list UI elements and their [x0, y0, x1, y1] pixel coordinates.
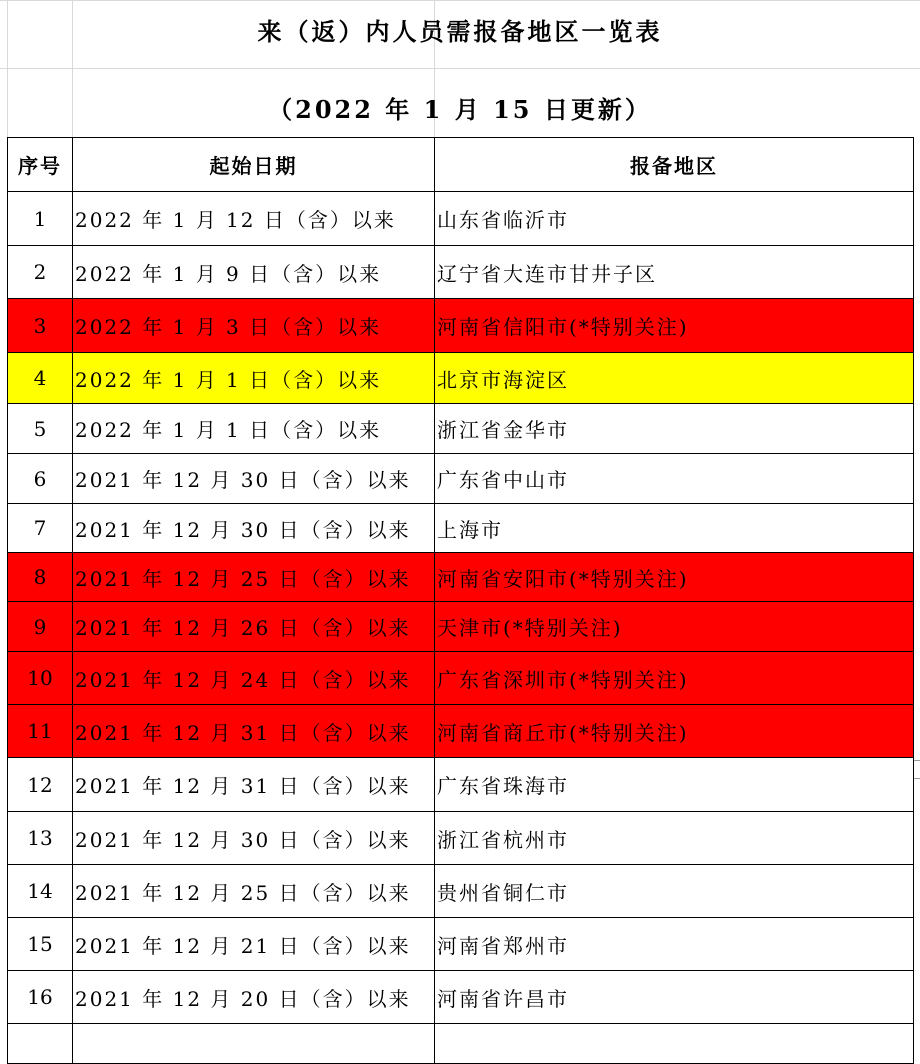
row-start-date: 2021 年 12 月 26 日（含）以来 — [73, 602, 435, 652]
row-index: 13 — [8, 812, 73, 865]
row-start-date: 2021 年 12 月 24 日（含）以来 — [73, 652, 435, 705]
row-region: 广东省深圳市(*特别关注) — [435, 652, 914, 705]
row-region: 山东省临沂市 — [435, 192, 914, 246]
row-start-date: 2022 年 1 月 1 日（含）以来 — [73, 353, 435, 404]
row-region: 河南省信阳市(*特别关注) — [435, 299, 914, 353]
page-title: 来（返）内人员需报备地区一览表 — [257, 17, 663, 46]
row-region: 广东省珠海市 — [435, 758, 914, 812]
table-row — [8, 353, 914, 404]
row-index: 7 — [8, 504, 73, 553]
row-region: 贵州省铜仁市 — [435, 865, 914, 918]
table-row — [8, 1024, 914, 1064]
row-index: 11 — [8, 705, 73, 758]
row-start-date: 2022 年 1 月 1 日（含）以来 — [73, 404, 435, 454]
divider — [914, 760, 920, 761]
header-index: 序号 — [8, 138, 73, 192]
row-region: 浙江省金华市 — [435, 404, 914, 454]
row-start-date: 2021 年 12 月 31 日（含）以来 — [73, 758, 435, 812]
table-row — [8, 865, 914, 918]
gridline — [0, 68, 920, 69]
row-region: 北京市海淀区 — [435, 353, 914, 404]
table-row — [8, 553, 914, 602]
divider — [914, 778, 920, 779]
row-start-date: 2021 年 12 月 25 日（含）以来 — [73, 553, 435, 602]
row-start-date: 2022 年 1 月 3 日（含）以来 — [73, 299, 435, 353]
table-row — [8, 454, 914, 504]
row-index: 14 — [8, 865, 73, 918]
table-row — [8, 192, 914, 246]
row-start-date: 2021 年 12 月 30 日（含）以来 — [73, 504, 435, 553]
table-row — [8, 504, 914, 553]
table-row — [8, 971, 914, 1024]
row-start-date: 2021 年 12 月 25 日（含）以来 — [73, 865, 435, 918]
row-start-date: 2021 年 12 月 30 日（含）以来 — [73, 812, 435, 865]
table-row — [8, 652, 914, 705]
row-region: 天津市(*特别关注) — [435, 602, 914, 652]
row-region: 河南省商丘市(*特别关注) — [435, 705, 914, 758]
row-region: 辽宁省大连市甘井子区 — [435, 246, 914, 299]
row-index: 4 — [8, 353, 73, 404]
table-row — [8, 758, 914, 812]
table-row — [8, 246, 914, 299]
row-start-date: 2022 年 1 月 9 日（含）以来 — [73, 246, 435, 299]
row-index: 3 — [8, 299, 73, 353]
row-index: 12 — [8, 758, 73, 812]
row-index: 9 — [8, 602, 73, 652]
row-region: 河南省许昌市 — [435, 971, 914, 1024]
row-index: 1 — [8, 192, 73, 246]
row-index — [8, 1024, 73, 1064]
row-region: 广东省中山市 — [435, 454, 914, 504]
row-region — [435, 1024, 914, 1064]
update-date: （2022 年 1 月 15 日更新） — [268, 95, 652, 124]
row-start-date: 2021 年 12 月 31 日（含）以来 — [73, 705, 435, 758]
row-region: 河南省郑州市 — [435, 918, 914, 971]
row-index: 10 — [8, 652, 73, 705]
row-index: 15 — [8, 918, 73, 971]
header-start-date: 起始日期 — [73, 138, 435, 192]
table-row — [8, 602, 914, 652]
row-start-date: 2021 年 12 月 20 日（含）以来 — [73, 971, 435, 1024]
header-region: 报备地区 — [435, 138, 914, 192]
row-index: 2 — [8, 246, 73, 299]
report-region-table — [7, 137, 914, 1064]
table-row — [8, 705, 914, 758]
row-start-date: 2021 年 12 月 30 日（含）以来 — [73, 454, 435, 504]
table-header-row — [8, 138, 914, 192]
row-index: 16 — [8, 971, 73, 1024]
row-index: 6 — [8, 454, 73, 504]
table-row — [8, 918, 914, 971]
row-start-date: 2022 年 1 月 12 日（含）以来 — [73, 192, 435, 246]
row-start-date — [73, 1024, 435, 1064]
row-region: 河南省安阳市(*特别关注) — [435, 553, 914, 602]
row-region: 上海市 — [435, 504, 914, 553]
row-region: 浙江省杭州市 — [435, 812, 914, 865]
table-row — [8, 299, 914, 353]
table-row — [8, 404, 914, 454]
row-start-date: 2021 年 12 月 21 日（含）以来 — [73, 918, 435, 971]
gridline — [0, 0, 920, 1]
row-index: 5 — [8, 404, 73, 454]
row-index: 8 — [8, 553, 73, 602]
table-row — [8, 812, 914, 865]
